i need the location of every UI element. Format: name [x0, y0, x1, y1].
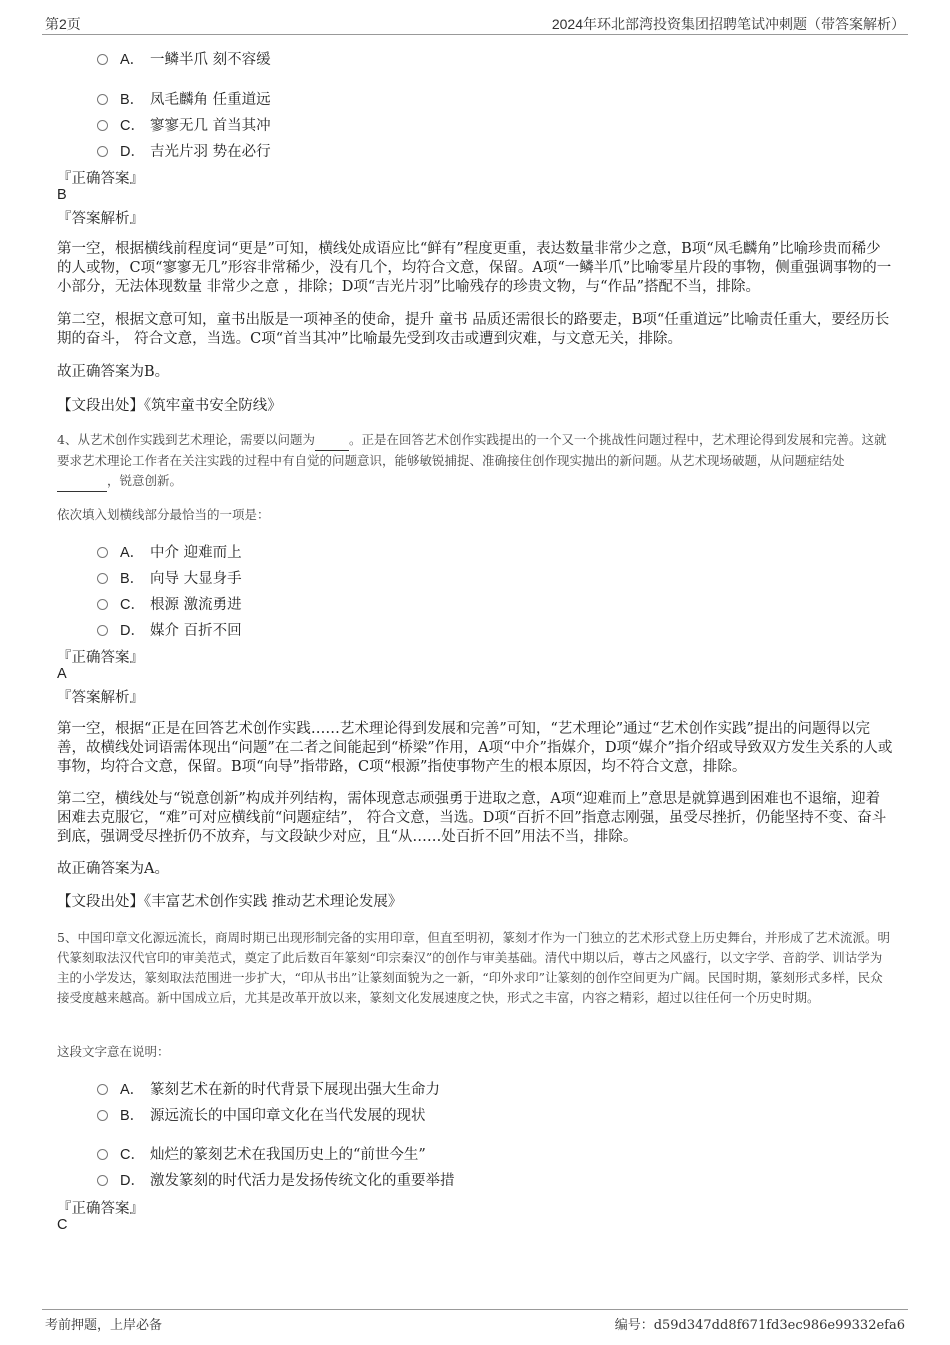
- q3-option-c[interactable]: [97, 114, 271, 135]
- q3-option-b[interactable]: [97, 88, 271, 109]
- q3-source: 【文段出处】《筑牢童书安全防线》: [57, 398, 282, 414]
- q5-option-a[interactable]: [97, 1078, 440, 1099]
- radio-icon[interactable]: [97, 1084, 108, 1095]
- q4-answer: A: [57, 666, 67, 682]
- q4-analysis-paragraph-1: 第一空，根据“正是在回答艺术创作实践……艺术理论得到发展和完善”可知，“艺术理论”通过“艺术创作实践”提出的问题得以完善，故横线处词语需体现出“问题”在二者之间能起到“桥梁”作用，A项“中介”指媒介，D项“媒介”指介绍或导致双方发生关系的人或事物，均符合文意，保留。B项“向导”指带路，C项“根源”指使事物产生的根本原因，均不符合文意，排除。: [57, 721, 893, 775]
- option-letter: C．: [120, 597, 145, 613]
- q5-option-c[interactable]: [97, 1143, 426, 1164]
- q5-option-d[interactable]: [97, 1169, 455, 1190]
- footer-slogan: 考前押题，上岸必备: [45, 1318, 163, 1333]
- option-text: 中介 迎难而上: [150, 545, 242, 561]
- q4-stem-part-1: 4、从艺术创作实践到艺术理论，需要以问题为: [57, 432, 315, 447]
- q4-analysis-label: 『答案解析』: [57, 690, 144, 706]
- radio-icon[interactable]: [97, 120, 108, 131]
- footer-document-id: 编号：d59d347dd8f671fd3ec986e99332efa6: [614, 1318, 905, 1333]
- option-text: 一鳞半爪 刻不容缓: [150, 52, 271, 68]
- q5-option-b[interactable]: [97, 1104, 426, 1125]
- footer-divider: [42, 1309, 908, 1310]
- radio-icon[interactable]: [97, 146, 108, 157]
- radio-icon[interactable]: [97, 1149, 108, 1160]
- q4-option-d[interactable]: [97, 619, 242, 640]
- radio-icon[interactable]: [97, 1110, 108, 1121]
- option-text: 吉光片羽 势在必行: [150, 144, 271, 160]
- q3-analysis-paragraph-2: 第二空，根据文意可知，童书出版是一项神圣的使命，提升 童书 品质还需很长的路要走，B项“任重道远”比喻责任重大，要经历长期的奋斗， 符合文意，当选。C项“首当其冲”比喻最先受到攻击或遭到灾难，与文意无关，排除。: [57, 312, 890, 347]
- option-letter: B．: [120, 571, 145, 587]
- option-letter: B．: [120, 1108, 145, 1124]
- q4-analysis-paragraph-2: 第二空，横线处与“锐意创新”构成并列结构，需体现意志顽强勇于进取之意，A项“迎难而上”意思是就算遇到困难也不退缩，迎着困难去克服它，“难”可对应横线前“问题症结”， 符合文意，当选。D项“百折不回”指意志刚强，虽受尽挫折，仍能坚持不变、奋斗到底，强调受尽挫折仍不放弃，与文段缺少对应，且“从……处百折不回”用法不当，排除。: [57, 791, 887, 845]
- option-text: 媒介 百折不回: [150, 623, 242, 639]
- page-number: 第2页: [45, 16, 81, 32]
- q5-answer: C: [57, 1217, 68, 1233]
- header-divider: [42, 34, 908, 35]
- option-text: 根源 激流勇进: [150, 597, 242, 613]
- radio-icon[interactable]: [97, 54, 108, 65]
- q4-answer-label: 『正确答案』: [57, 650, 144, 666]
- q4-option-c[interactable]: [97, 593, 242, 614]
- q4-prompt: 依次填入划横线部分最恰当的一项是：: [57, 507, 270, 522]
- option-letter: D．: [120, 1173, 145, 1189]
- option-letter: A．: [120, 52, 145, 68]
- blank-line: [315, 430, 349, 451]
- option-letter: D．: [120, 623, 145, 639]
- q5-answer-label: 『正确答案』: [57, 1201, 144, 1217]
- radio-icon[interactable]: [97, 573, 108, 584]
- q3-analysis-conclusion: 故正确答案为B。: [57, 364, 170, 380]
- q3-analysis-label: 『答案解析』: [57, 211, 144, 227]
- radio-icon[interactable]: [97, 599, 108, 610]
- radio-icon[interactable]: [97, 1175, 108, 1186]
- q4-analysis-conclusion: 故正确答案为A。: [57, 861, 169, 877]
- radio-icon[interactable]: [97, 547, 108, 558]
- option-letter: A．: [120, 545, 145, 561]
- option-letter: B．: [120, 92, 145, 108]
- option-text: 灿烂的篆刻艺术在我国历史上的“前世今生”: [150, 1147, 426, 1163]
- option-letter: A．: [120, 1082, 145, 1098]
- q3-answer: B: [57, 187, 67, 203]
- q5-stem: 5、中国印章文化源远流长，商周时期已出现形制完备的实用印章，但直至明初，篆刻才作为一门独立的艺术形式登上历史舞台，并形成了艺术流派。明代篆刻取法汉代官印的审美范式，奠定了此后数百年篆刻“印宗秦汉”的创作与审美基础。清代中期以后，尊古之风盛行，以文字学、音韵学、训诂学为主的小学发达，篆刻取法范围进一步扩大，“印从书出”让篆刻面貌为之一新，“印外求印”让篆刻的创作空间更为广阔。民国时期，篆刻形式多样，民众接受度越来越高。新中国成立后，尤其是改革开放以来，篆刻文化发展速度之快，形式之丰富，内容之精彩，超过以往任何一个历史时期。: [57, 930, 890, 1005]
- q3-analysis-paragraph-1: 第一空，根据横线前程度词“更是”可知，横线处成语应比“鲜有”程度更重，表达数量非常少之意，B项“凤毛麟角”比喻珍贵而稀少的人或物，C项“寥寥无几”形容非常稀少，没有几个，均符合文意，保留。A项“一鳞半爪”比喻零星片段的事物，侧重强调事物的一小部分，无法体现数量 非常少之意 ，排除；D项“吉光片羽”比喻残存的珍贵文物，与“作品”搭配不当，排除。: [57, 241, 892, 295]
- option-text: 篆刻艺术在新的时代背景下展现出强大生命力: [150, 1082, 440, 1098]
- q3-option-d[interactable]: [97, 140, 271, 161]
- q4-source: 【文段出处】《丰富艺术创作实践 推动艺术理论发展》: [57, 894, 403, 910]
- q4-stem-part-2: 。正是在回答艺术创作实践提出的一个又一个挑战性问题过程中，艺术理论得到发展和完善。这就要求艺术理论工作者在关注实践的过程中有自觉的问题意识，能够敏锐捕捉、准确接住创作现实抛出的新问题。从艺术现场破题，从问题症结处: [57, 432, 887, 468]
- q4-stem: [57, 430, 893, 492]
- q5-prompt: 这段文字意在说明：: [57, 1044, 170, 1059]
- option-text: 寥寥无几 首当其冲: [150, 118, 271, 134]
- option-text: 凤毛麟角 任重道远: [150, 92, 271, 108]
- option-text: 源远流长的中国印章文化在当代发展的现状: [150, 1108, 426, 1124]
- option-letter: C．: [120, 1147, 145, 1163]
- q4-stem-part-3: ，锐意创新。: [107, 473, 183, 488]
- option-text: 激发篆刻的时代活力是发扬传统文化的重要举措: [150, 1173, 455, 1189]
- document-title: 2024年环北部湾投资集团招聘笔试冲刺题（带答案解析）: [551, 16, 905, 32]
- blank-line: [57, 471, 107, 492]
- q4-option-b[interactable]: [97, 567, 242, 588]
- option-letter: C．: [120, 118, 145, 134]
- option-letter: D．: [120, 144, 145, 160]
- radio-icon[interactable]: [97, 94, 108, 105]
- q3-answer-label: 『正确答案』: [57, 171, 144, 187]
- q3-option-a[interactable]: [97, 48, 271, 69]
- radio-icon[interactable]: [97, 625, 108, 636]
- option-text: 向导 大显身手: [150, 571, 242, 587]
- q4-option-a[interactable]: [97, 541, 242, 562]
